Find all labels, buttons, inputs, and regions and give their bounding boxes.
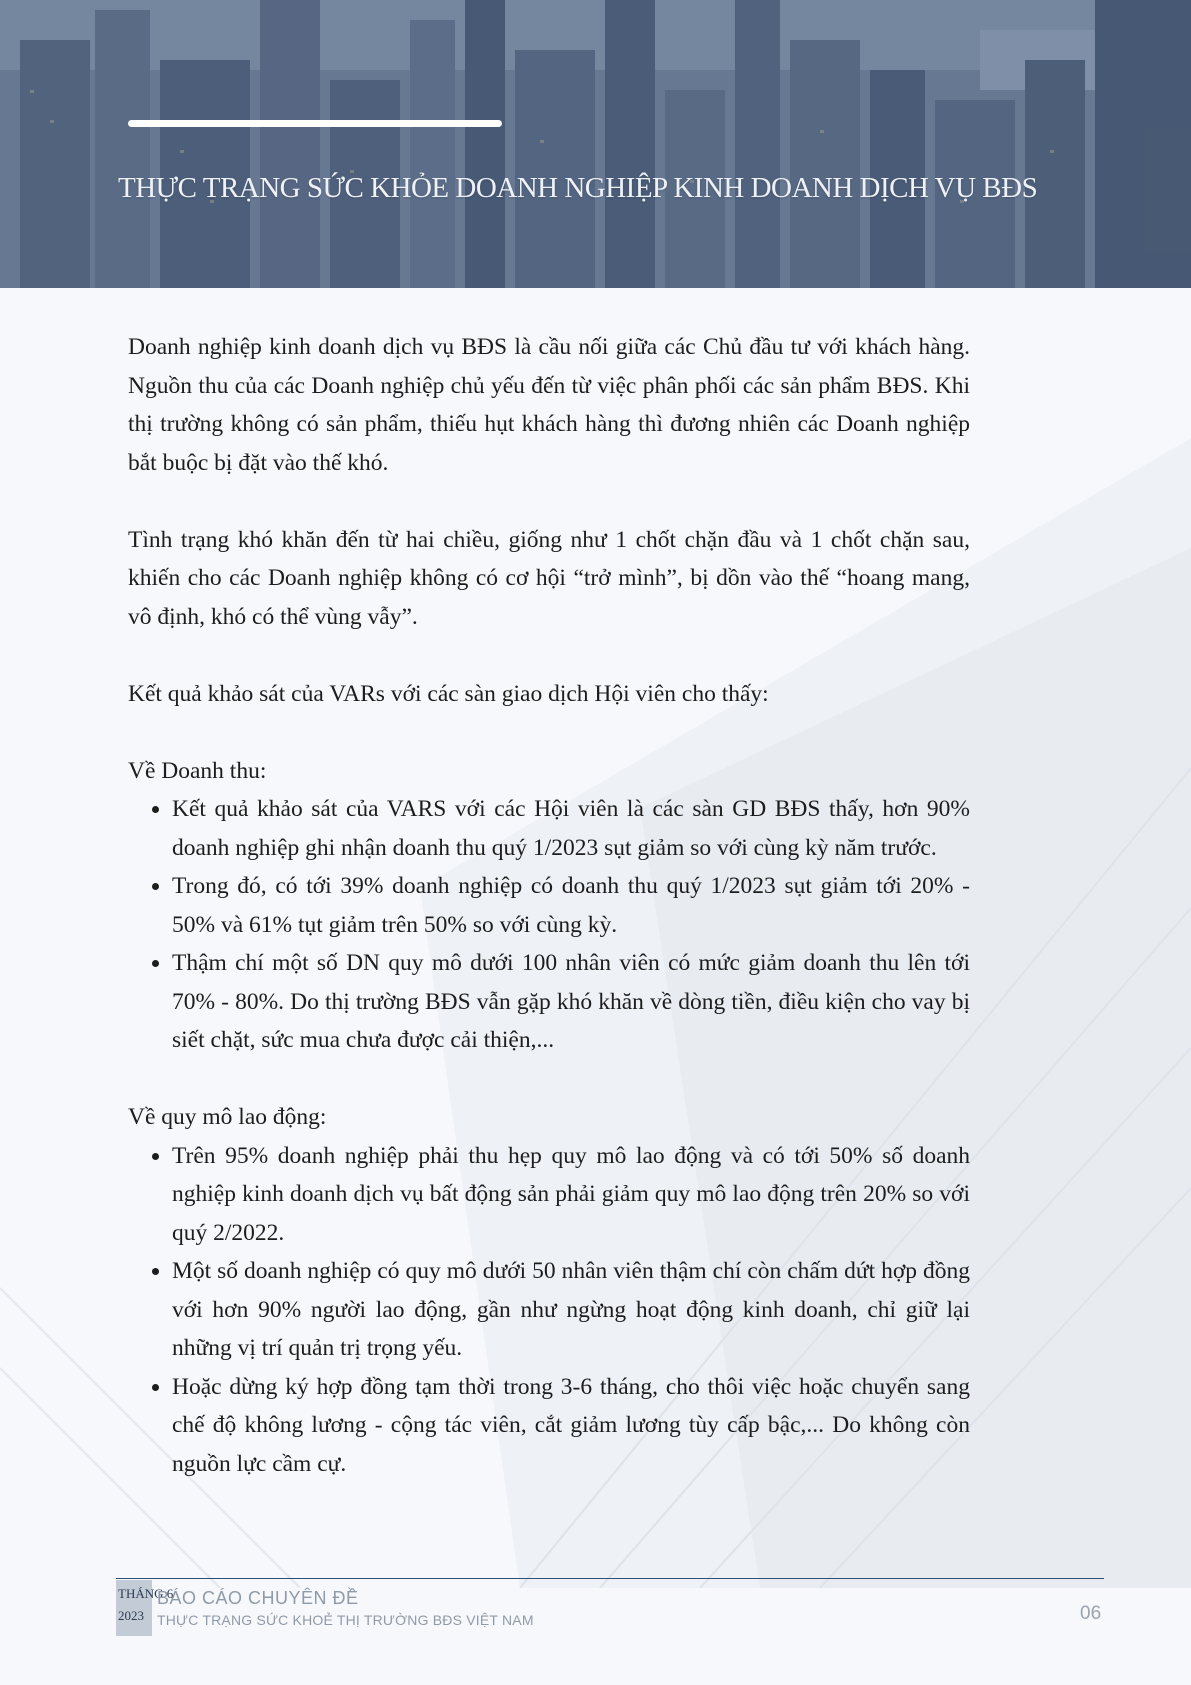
footer-subtitle: THỰC TRẠNG SỨC KHOẺ THỊ TRƯỜNG BĐS VIỆT NAM: [157, 1612, 534, 1628]
survey-intro: Kết quả khảo sát của VARs với các sàn giao dịch Hội viên cho thấy:: [128, 680, 769, 707]
revenue-list: [128, 790, 970, 1060]
list-item: • Một số doanh nghiệp có quy mô dưới 50 nhân viên thậm chí còn chấm dứt hợp đồng với hơn 90% người lao động, gần như ngừng hoạt động kinh doanh, chỉ giữ lại những vị trí quản trị trọng yếu.: [172, 1252, 970, 1368]
article-body: [128, 328, 970, 1483]
footer-title: BÁO CÁO CHUYÊN ĐỀ: [157, 1588, 359, 1608]
footer-date-month: THÁNG 6: [118, 1586, 174, 1601]
intro-paragraph: Doanh nghiệp kinh doanh dịch vụ BĐS là cầu nối giữa các Chủ đầu tư với khách hàng. Nguồn thu của các Doanh nghiệp chủ yếu đến từ việc phân phối các sản phẩm BĐS. Khi thị trường không có sản phẩm, thiếu hụt khách hàng thì đương nhiên các Doanh nghiệp bắt buộc bị đặt vào thế khó.: [128, 334, 970, 476]
list-item: • Hoặc dừng ký hợp đồng tạm thời trong 3-6 tháng, cho thôi việc hoặc chuyển sang chế độ không lương - cộng tác viên, cắt giảm lương tùy cấp bậc,... Do không còn nguồn lực cầm cự.: [172, 1368, 970, 1484]
list-item: • Trong đó, có tới 39% doanh nghiệp có doanh thu quý 1/2023 sụt giảm tới 20% - 50% và 61% tụt giảm trên 50% so với cùng kỳ.: [172, 867, 970, 944]
labor-heading: Về quy mô lao động:: [128, 1104, 327, 1130]
revenue-heading: Về Doanh thu:: [128, 757, 267, 784]
footer-rule: [116, 1578, 1104, 1579]
page-title: THỰC TRẠNG SỨC KHỎE DOANH NGHIỆP KINH DOANH DỊCH VỤ BĐS: [118, 172, 1038, 204]
page-number: 06: [1080, 1603, 1102, 1624]
footer-date-year: 2023: [118, 1608, 144, 1623]
footer-date-badge: [116, 1580, 174, 1636]
banner-rule: [128, 120, 502, 127]
header-banner: [0, 0, 1191, 288]
difficulty-paragraph: Tình trạng khó khăn đến từ hai chiều, giống như 1 chốt chặn đầu và 1 chốt chặn sau, khiến cho các Doanh nghiệp không có cơ hội “trở mình”, bị dồn vào thế “hoang mang, vô định, khó có thể vùng vẫy”.: [128, 526, 970, 630]
banner-overlay: [0, 0, 1191, 288]
labor-list: [128, 1137, 970, 1484]
list-item: • Trên 95% doanh nghiệp phải thu hẹp quy mô lao động và có tới 50% số doanh nghiệp kinh doanh dịch vụ bất động sản phải giảm quy mô lao động trên 20% so với quý 2/2022.: [172, 1137, 970, 1253]
list-item: • Kết quả khảo sát của VARS với các Hội viên là các sàn GD BĐS thấy, hơn 90% doanh nghiệp ghi nhận doanh thu quý 1/2023 sụt giảm so với cùng kỳ năm trước.: [172, 790, 970, 867]
list-item: • Thậm chí một số DN quy mô dưới 100 nhân viên có mức giảm doanh thu lên tới 70% - 80%. Do thị trường BĐS vẫn gặp khó khăn về dòng tiền, điều kiện cho vay bị siết chặt, sức mua chưa được cải thiện,...: [172, 944, 970, 1060]
